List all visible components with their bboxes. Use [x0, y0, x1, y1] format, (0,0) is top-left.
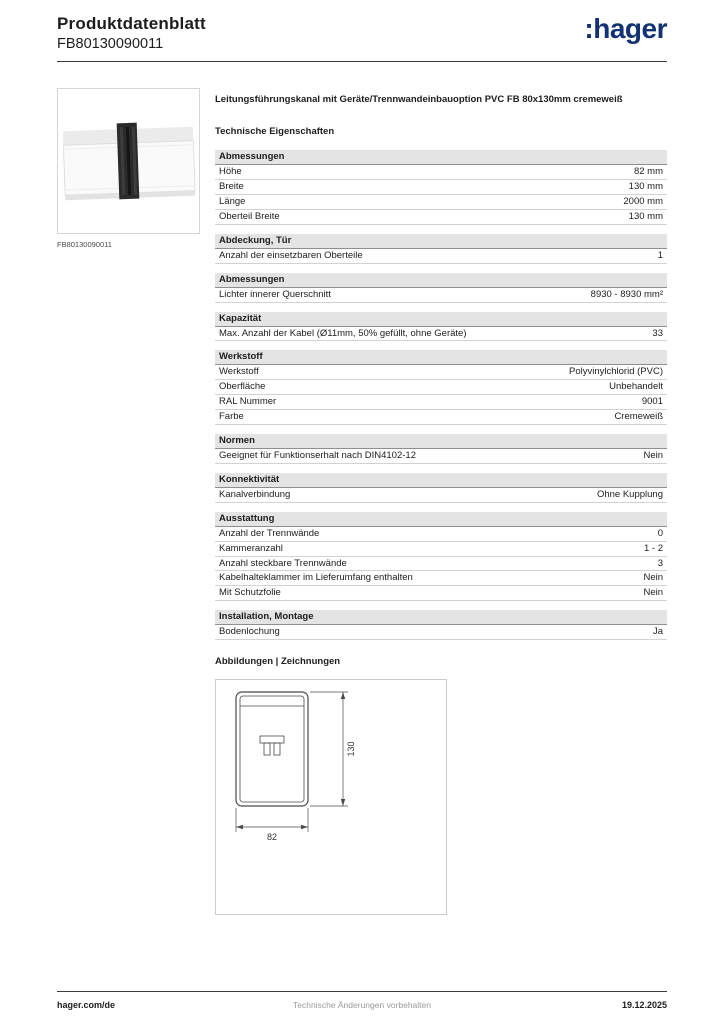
spec-value: Nein	[643, 587, 663, 599]
spec-section	[215, 312, 667, 342]
hager-logo: :hager	[584, 13, 667, 44]
dimension-height-label: 130	[346, 741, 356, 757]
spec-value: Polyvinylchlorid (PVC)	[569, 366, 663, 378]
spec-value: 0	[657, 527, 663, 539]
spec-value: 1	[657, 249, 663, 261]
spec-section-title: Installation, Montage	[215, 610, 667, 625]
spec-value: Cremeweiß	[614, 411, 663, 423]
spec-value: Nein	[643, 450, 663, 462]
spec-section-title: Werkstoff	[215, 350, 667, 365]
spec-value: Nein	[643, 572, 663, 584]
tech-properties-heading: Technische Eigenschaften	[215, 126, 335, 138]
product-title: Leitungsführungskanal mit Geräte/Trennwandeinbauoption PVC FB 80x130mm cremeweiß	[215, 94, 623, 105]
spec-label: Mit Schutzfolie	[219, 587, 281, 599]
spec-value: 1 - 2	[643, 542, 663, 554]
spec-row	[215, 165, 667, 180]
spec-label: Bodenlochung	[219, 626, 280, 638]
spec-label: Anzahl der einsetzbaren Oberteile	[219, 249, 363, 261]
spec-section	[215, 473, 667, 503]
spec-section-title: Abmessungen	[215, 273, 667, 288]
spec-label: Kanalverbindung	[219, 488, 291, 500]
spec-label: Anzahl steckbare Trennwände	[219, 557, 347, 569]
spec-section-title: Abdeckung, Tür	[215, 234, 667, 249]
spec-value: 8930 - 8930 mm²	[590, 288, 663, 300]
spec-row	[215, 488, 667, 503]
cross-section-drawing	[216, 680, 446, 914]
spec-row	[215, 449, 667, 464]
spec-row	[215, 542, 667, 557]
spec-label: Max. Anzahl der Kabel (Ø11mm, 50% gefüllt, ohne Geräte)	[219, 327, 467, 339]
spec-value: Unbehandelt	[609, 381, 663, 393]
spec-section	[215, 434, 667, 464]
spec-section	[215, 350, 667, 425]
footer-disclaimer: Technische Änderungen vorbehalten	[293, 1000, 431, 1010]
spec-label: Oberfläche	[219, 381, 266, 393]
spec-value: 130 mm	[628, 211, 663, 223]
header-titles	[57, 14, 206, 52]
spec-row	[215, 195, 667, 210]
spec-value: 33	[652, 327, 663, 339]
spec-row	[215, 180, 667, 195]
header-product-id: FB80130090011	[57, 36, 164, 52]
spec-row	[215, 288, 667, 303]
spec-section	[215, 150, 667, 225]
product-image-box	[57, 88, 200, 234]
spec-section	[215, 512, 667, 602]
spec-label: Farbe	[219, 411, 244, 423]
dimension-width-label: 82	[266, 832, 278, 843]
spec-section-title: Normen	[215, 434, 667, 449]
spec-value: 9001	[641, 396, 663, 408]
footer-website-link[interactable]: hager.com/de	[57, 1000, 116, 1010]
spec-row	[215, 625, 667, 640]
spec-row	[215, 395, 667, 410]
spec-label: Lichter innerer Querschnitt	[219, 288, 331, 300]
spec-row	[215, 410, 667, 425]
spec-section-title: Konnektivität	[215, 473, 667, 488]
spec-row	[215, 210, 667, 225]
page-footer	[57, 991, 667, 1010]
drawings-heading: Abbildungen | Zeichnungen	[215, 656, 341, 668]
spec-label: Kammeranzahl	[219, 542, 283, 554]
spec-row	[215, 586, 667, 601]
spec-value: Ohne Kupplung	[596, 488, 663, 500]
spec-row	[215, 249, 667, 264]
spec-label: RAL Nummer	[219, 396, 277, 408]
spec-value: Ja	[652, 626, 663, 638]
content-area	[57, 88, 667, 915]
spec-label: Werkstoff	[219, 366, 259, 378]
spec-row	[215, 365, 667, 380]
product-photo	[58, 89, 199, 233]
spec-section	[215, 273, 667, 303]
spec-section-title: Kapazität	[215, 312, 667, 327]
footer-date: 19.12.2025	[621, 1000, 667, 1010]
product-image-caption: FB80130090011	[57, 240, 112, 249]
spec-label: Höhe	[219, 166, 242, 178]
spec-value: 130 mm	[628, 181, 663, 193]
spec-section	[215, 610, 667, 640]
technical-drawing-box	[215, 679, 447, 915]
spec-sections	[215, 150, 667, 640]
spec-label: Geeignet für Funktionserhalt nach DIN4102-12	[219, 450, 416, 462]
product-image-column	[57, 88, 200, 915]
page-header	[57, 14, 667, 62]
spec-row	[215, 571, 667, 586]
spec-value: 2000 mm	[623, 196, 663, 208]
spec-value: 82 mm	[633, 166, 663, 178]
spec-section-title: Ausstattung	[215, 512, 667, 527]
spec-value: 3	[657, 557, 663, 569]
spec-label: Kabelhalteklammer im Lieferumfang enthalten	[219, 572, 413, 584]
spec-row	[215, 527, 667, 542]
spec-row	[215, 327, 667, 342]
spec-row	[215, 380, 667, 395]
spec-column	[215, 88, 667, 915]
spec-label: Anzahl der Trennwände	[219, 527, 320, 539]
spec-section	[215, 234, 667, 264]
spec-label: Oberteil Breite	[219, 211, 280, 223]
spec-label: Breite	[219, 181, 244, 193]
spec-row	[215, 557, 667, 572]
document-type: Produktdatenblatt	[57, 14, 206, 33]
spec-section-title: Abmessungen	[215, 150, 667, 165]
spec-label: Länge	[219, 196, 246, 208]
